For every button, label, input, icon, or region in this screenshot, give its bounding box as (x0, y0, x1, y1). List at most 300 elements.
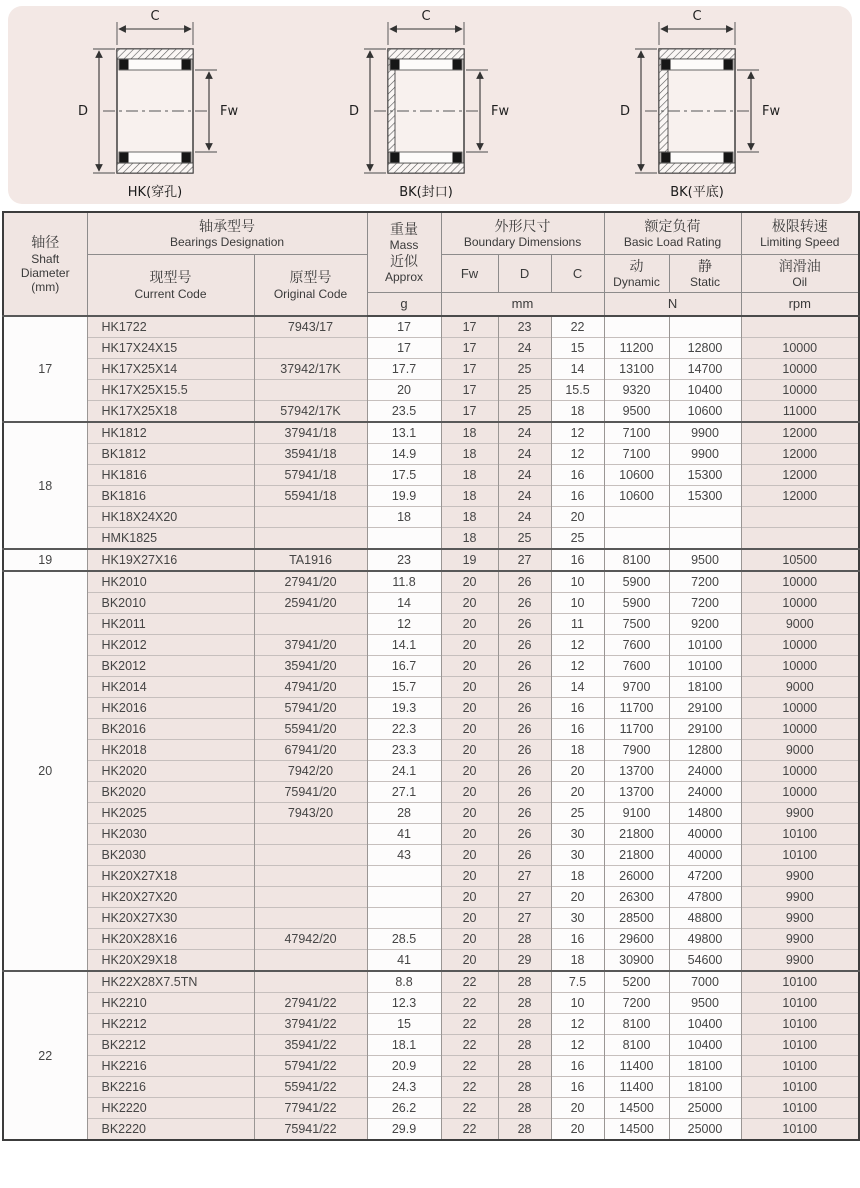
cell-c: 18 (551, 950, 604, 972)
cell-static-load: 12800 (669, 338, 741, 359)
cell-static-load: 29100 (669, 698, 741, 719)
cell-static-load: 10100 (669, 635, 741, 656)
cell-current-code: HK17X24X15 (87, 338, 254, 359)
header-current-code (87, 254, 254, 316)
cell-original-code (254, 950, 367, 972)
cell-mass: 26.2 (367, 1098, 441, 1119)
cell-d: 26 (498, 740, 551, 761)
cell-fw: 18 (441, 465, 498, 486)
dim-label-c: C (692, 9, 702, 24)
cell-dynamic-load: 7600 (604, 635, 669, 656)
cell-limiting-speed: 10000 (741, 719, 859, 740)
cell-dynamic-load: 8100 (604, 1035, 669, 1056)
bearing-diagram-bk-flat (581, 9, 821, 201)
cell-mass (367, 908, 441, 929)
cell-c: 10 (551, 993, 604, 1014)
table-row (3, 971, 859, 993)
header-designation (87, 212, 367, 254)
cell-static-load: 40000 (669, 845, 741, 866)
cell-limiting-speed: 10100 (741, 971, 859, 993)
cell-c: 30 (551, 824, 604, 845)
cell-mass: 24.1 (367, 761, 441, 782)
cell-fw: 20 (441, 614, 498, 635)
cell-dynamic-load: 7600 (604, 656, 669, 677)
cell-dynamic-load (604, 528, 669, 550)
header-shaft-en3: (mm) (31, 280, 60, 295)
cell-original-code (254, 824, 367, 845)
cell-limiting-speed (741, 316, 859, 338)
cell-original-code: 55941/22 (254, 1077, 367, 1098)
cell-c: 20 (551, 1098, 604, 1119)
cell-limiting-speed: 12000 (741, 422, 859, 444)
cell-static-load: 18100 (669, 1056, 741, 1077)
table-row (3, 549, 859, 571)
cell-d: 24 (498, 338, 551, 359)
cell-limiting-speed: 12000 (741, 465, 859, 486)
cell-limiting-speed: 10000 (741, 593, 859, 614)
cell-original-code: 25941/20 (254, 593, 367, 614)
cell-mass: 19.9 (367, 486, 441, 507)
cell-dynamic-load: 7500 (604, 614, 669, 635)
unit-rpm-label: rpm (788, 296, 811, 312)
cell-fw: 20 (441, 929, 498, 950)
cell-mass: 23.5 (367, 401, 441, 423)
cell-limiting-speed: 10100 (741, 824, 859, 845)
cell-fw: 20 (441, 950, 498, 972)
header-d-label: D (519, 265, 530, 281)
cell-current-code: HK2020 (87, 761, 254, 782)
cell-original-code: 75941/20 (254, 782, 367, 803)
cell-c: 11 (551, 614, 604, 635)
table-row (3, 338, 859, 359)
cell-d: 26 (498, 593, 551, 614)
header-mass (367, 212, 441, 292)
cell-c: 20 (551, 507, 604, 528)
cell-c: 16 (551, 465, 604, 486)
table-row (3, 908, 859, 929)
cell-fw: 17 (441, 338, 498, 359)
cell-limiting-speed: 10000 (741, 656, 859, 677)
cell-c: 30 (551, 908, 604, 929)
cell-original-code: 57942/17K (254, 401, 367, 423)
cell-limiting-speed: 9900 (741, 950, 859, 972)
table-row (3, 761, 859, 782)
cell-fw: 20 (441, 782, 498, 803)
cell-c: 16 (551, 486, 604, 507)
cell-d: 26 (498, 677, 551, 698)
cell-original-code: 37941/22 (254, 1014, 367, 1035)
cell-mass: 17 (367, 338, 441, 359)
cell-fw: 22 (441, 1098, 498, 1119)
cell-c: 20 (551, 887, 604, 908)
cell-current-code: HK2010 (87, 571, 254, 593)
cell-dynamic-load: 11700 (604, 719, 669, 740)
cell-fw: 17 (441, 401, 498, 423)
dim-label-d: D (77, 104, 89, 119)
cell-mass: 24.3 (367, 1077, 441, 1098)
cell-dynamic-load: 21800 (604, 824, 669, 845)
closed-end-wall (388, 59, 395, 152)
diagram-caption: BK(封口) (399, 185, 453, 200)
cell-limiting-speed: 10000 (741, 782, 859, 803)
cell-d: 28 (498, 1119, 551, 1141)
table-row (3, 993, 859, 1014)
unit-n-label: N (667, 296, 678, 312)
cell-fw: 20 (441, 571, 498, 593)
table-row (3, 824, 859, 845)
cell-fw: 20 (441, 719, 498, 740)
cell-c: 16 (551, 929, 604, 950)
cell-original-code: 37941/20 (254, 635, 367, 656)
cell-c: 12 (551, 1014, 604, 1035)
header-d (498, 254, 551, 292)
cell-original-code: 57941/20 (254, 698, 367, 719)
cell-d: 27 (498, 887, 551, 908)
table-row (3, 1077, 859, 1098)
cell-dynamic-load: 7100 (604, 444, 669, 465)
cell-c: 7.5 (551, 971, 604, 993)
cell-current-code: HK2212 (87, 1014, 254, 1035)
cell-mass: 18 (367, 507, 441, 528)
cell-fw: 22 (441, 971, 498, 993)
table-row (3, 614, 859, 635)
cell-static-load: 47200 (669, 866, 741, 887)
cell-dynamic-load: 9100 (604, 803, 669, 824)
cell-c: 10 (551, 593, 604, 614)
cell-c: 18 (551, 866, 604, 887)
header-current-zh: 现型号 (149, 269, 192, 286)
header-mass-en1: Mass (389, 237, 419, 252)
cell-mass: 20 (367, 380, 441, 401)
cell-fw: 22 (441, 1077, 498, 1098)
header-boundary-dimensions (441, 212, 604, 254)
cell-static-load: 15300 (669, 486, 741, 507)
header-c (551, 254, 604, 292)
cell-c: 16 (551, 698, 604, 719)
cell-dynamic-load: 8100 (604, 549, 669, 571)
cell-limiting-speed: 10100 (741, 1077, 859, 1098)
table-row (3, 528, 859, 550)
cell-d: 26 (498, 803, 551, 824)
cell-fw: 18 (441, 486, 498, 507)
cell-limiting-speed: 10000 (741, 571, 859, 593)
diagram-caption: BK(平底) (670, 185, 724, 200)
dim-label-fw: Fw (491, 104, 510, 119)
cell-fw: 20 (441, 656, 498, 677)
cell-current-code: BK1812 (87, 444, 254, 465)
dim-label-fw: Fw (762, 104, 781, 119)
cell-limiting-speed: 10100 (741, 1119, 859, 1141)
cell-mass (367, 887, 441, 908)
cell-dynamic-load: 7900 (604, 740, 669, 761)
cell-current-code: HK22X28X7.5TN (87, 971, 254, 993)
cell-original-code: TA1916 (254, 549, 367, 571)
cell-d: 28 (498, 1056, 551, 1077)
cell-mass: 23 (367, 549, 441, 571)
cell-original-code (254, 845, 367, 866)
cell-original-code: 35941/20 (254, 656, 367, 677)
cell-dynamic-load: 13700 (604, 782, 669, 803)
table-row (3, 316, 859, 338)
cell-dynamic-load: 10600 (604, 486, 669, 507)
cell-d: 27 (498, 908, 551, 929)
cell-mass: 17.5 (367, 465, 441, 486)
header-unit-g (367, 292, 441, 316)
cell-mass: 29.9 (367, 1119, 441, 1141)
cell-d: 25 (498, 380, 551, 401)
cell-current-code: HK2018 (87, 740, 254, 761)
cell-c: 25 (551, 803, 604, 824)
flat-bottom-wall (659, 59, 668, 152)
cell-mass: 28.5 (367, 929, 441, 950)
cell-current-code: BK1816 (87, 486, 254, 507)
cell-current-code: HK2216 (87, 1056, 254, 1077)
header-shaft-en2: Diameter (20, 265, 70, 280)
cell-limiting-speed: 12000 (741, 486, 859, 507)
cell-limiting-speed: 11000 (741, 401, 859, 423)
cell-fw: 20 (441, 698, 498, 719)
cell-dynamic-load: 30900 (604, 950, 669, 972)
cell-fw: 20 (441, 635, 498, 656)
cell-original-code: 55941/18 (254, 486, 367, 507)
cell-c: 12 (551, 635, 604, 656)
cell-d: 28 (498, 971, 551, 993)
cell-original-code: 77941/22 (254, 1098, 367, 1119)
cell-original-code: 35941/22 (254, 1035, 367, 1056)
cell-dynamic-load: 13700 (604, 761, 669, 782)
table-row (3, 950, 859, 972)
cell-static-load: 10400 (669, 1035, 741, 1056)
cell-limiting-speed: 9900 (741, 929, 859, 950)
cell-mass: 28 (367, 803, 441, 824)
cell-limiting-speed: 12000 (741, 444, 859, 465)
cell-dynamic-load: 21800 (604, 845, 669, 866)
header-fw-label: Fw (460, 265, 479, 281)
header-unit-mm (441, 292, 604, 316)
cell-current-code: BK2216 (87, 1077, 254, 1098)
header-speed-en: Limiting Speed (760, 235, 840, 250)
cell-static-load: 40000 (669, 824, 741, 845)
cell-c: 25 (551, 528, 604, 550)
diagram-panel (8, 6, 852, 204)
table-row (3, 656, 859, 677)
cell-shaft-diameter: 20 (3, 571, 87, 971)
header-mass-zh2: 近似 (390, 253, 419, 270)
cell-current-code: HK17X25X14 (87, 359, 254, 380)
cell-current-code: BK2010 (87, 593, 254, 614)
cell-mass: 14.9 (367, 444, 441, 465)
table-row (3, 803, 859, 824)
cell-original-code (254, 507, 367, 528)
cell-shaft-diameter: 19 (3, 549, 87, 571)
cell-current-code: HK20X29X18 (87, 950, 254, 972)
dim-label-c: C (421, 9, 431, 24)
header-speed-zh: 极限转速 (771, 217, 828, 234)
cell-dynamic-load: 11400 (604, 1077, 669, 1098)
cell-fw: 22 (441, 993, 498, 1014)
cell-dynamic-load: 28500 (604, 908, 669, 929)
cell-current-code: HK2210 (87, 993, 254, 1014)
dim-label-d: D (619, 104, 631, 119)
cell-dynamic-load: 9700 (604, 677, 669, 698)
cell-mass: 17 (367, 316, 441, 338)
cell-current-code: HMK1825 (87, 528, 254, 550)
cell-c: 14 (551, 359, 604, 380)
cell-c: 12 (551, 444, 604, 465)
header-basic-load-rating (604, 212, 741, 254)
cell-mass: 43 (367, 845, 441, 866)
diagram-caption: HK(穿孔) (127, 185, 183, 200)
cell-current-code: HK1816 (87, 465, 254, 486)
cell-static-load: 54600 (669, 950, 741, 972)
cell-d: 25 (498, 401, 551, 423)
cell-d: 29 (498, 950, 551, 972)
cell-static-load: 7200 (669, 593, 741, 614)
cell-current-code: BK2030 (87, 845, 254, 866)
cell-d: 26 (498, 845, 551, 866)
header-mass-en2: Approx (385, 270, 424, 285)
cell-original-code (254, 971, 367, 993)
cell-mass: 20.9 (367, 1056, 441, 1077)
cell-mass: 16.7 (367, 656, 441, 677)
cell-current-code: HK2220 (87, 1098, 254, 1119)
header-current-en: Current Code (134, 286, 207, 301)
cell-d: 26 (498, 782, 551, 803)
cell-static-load: 47800 (669, 887, 741, 908)
cell-static-load: 48800 (669, 908, 741, 929)
cell-limiting-speed: 9000 (741, 614, 859, 635)
header-original-en: Original Code (273, 286, 348, 301)
cell-limiting-speed: 10000 (741, 698, 859, 719)
dim-label-d: D (348, 104, 360, 119)
table-row (3, 929, 859, 950)
cell-c: 16 (551, 1077, 604, 1098)
cell-shaft-diameter: 17 (3, 316, 87, 422)
header-oil-zh: 润滑油 (778, 257, 821, 274)
cell-limiting-speed: 10000 (741, 338, 859, 359)
cell-original-code: 55941/20 (254, 719, 367, 740)
cell-fw: 20 (441, 761, 498, 782)
cell-original-code: 27941/22 (254, 993, 367, 1014)
header-mass-zh: 重量 (390, 220, 419, 237)
cell-current-code: HK2012 (87, 635, 254, 656)
cell-fw: 20 (441, 845, 498, 866)
cell-limiting-speed: 10500 (741, 549, 859, 571)
table-row (3, 740, 859, 761)
cell-d: 26 (498, 719, 551, 740)
cell-current-code: HK20X28X16 (87, 929, 254, 950)
cell-dynamic-load (604, 316, 669, 338)
cell-c: 15.5 (551, 380, 604, 401)
cell-static-load: 10100 (669, 656, 741, 677)
cell-dynamic-load: 10600 (604, 465, 669, 486)
cell-current-code: HK2030 (87, 824, 254, 845)
cell-dynamic-load: 13100 (604, 359, 669, 380)
table-row (3, 887, 859, 908)
cell-dynamic-load: 5900 (604, 571, 669, 593)
cell-current-code: HK17X25X15.5 (87, 380, 254, 401)
cell-static-load: 10400 (669, 1014, 741, 1035)
table-row (3, 782, 859, 803)
cell-limiting-speed (741, 507, 859, 528)
cell-mass: 15 (367, 1014, 441, 1035)
table-row (3, 359, 859, 380)
cell-original-code: 37942/17K (254, 359, 367, 380)
cell-limiting-speed: 10100 (741, 1035, 859, 1056)
table-header (3, 212, 859, 316)
cell-fw: 20 (441, 803, 498, 824)
cell-mass: 41 (367, 950, 441, 972)
cell-mass: 13.1 (367, 422, 441, 444)
cell-limiting-speed: 9900 (741, 803, 859, 824)
header-unit-n (604, 292, 741, 316)
cell-static-load: 9900 (669, 422, 741, 444)
cell-static-load: 12800 (669, 740, 741, 761)
cell-d: 27 (498, 866, 551, 887)
unit-mm-label: mm (511, 296, 534, 312)
header-shaft-en1: Shaft (31, 251, 60, 266)
table-row (3, 465, 859, 486)
cell-fw: 20 (441, 593, 498, 614)
header-static (669, 254, 741, 292)
cell-static-load: 14800 (669, 803, 741, 824)
table-row (3, 593, 859, 614)
cell-static-load (669, 528, 741, 550)
cell-fw: 22 (441, 1035, 498, 1056)
cell-c: 12 (551, 656, 604, 677)
cell-mass: 18.1 (367, 1035, 441, 1056)
cell-fw: 18 (441, 528, 498, 550)
cell-current-code: HK20X27X20 (87, 887, 254, 908)
header-limiting-speed (741, 212, 859, 254)
table-row (3, 486, 859, 507)
table-row (3, 1035, 859, 1056)
table-row (3, 635, 859, 656)
cell-static-load: 18100 (669, 1077, 741, 1098)
header-c-label: C (572, 265, 583, 281)
cell-shaft-diameter: 22 (3, 971, 87, 1140)
cell-dynamic-load: 5900 (604, 593, 669, 614)
cell-dynamic-load: 26300 (604, 887, 669, 908)
cell-current-code: HK19X27X16 (87, 549, 254, 571)
cell-original-code (254, 866, 367, 887)
cell-original-code (254, 380, 367, 401)
cell-fw: 18 (441, 422, 498, 444)
cell-d: 28 (498, 1035, 551, 1056)
cell-shaft-diameter: 18 (3, 422, 87, 549)
cell-current-code: HK2011 (87, 614, 254, 635)
table-row (3, 1056, 859, 1077)
table-row (3, 1098, 859, 1119)
cell-original-code: 7943/17 (254, 316, 367, 338)
table-body (3, 316, 859, 1140)
cell-fw: 17 (441, 359, 498, 380)
cell-mass: 27.1 (367, 782, 441, 803)
cell-c: 22 (551, 316, 604, 338)
cell-d: 23 (498, 316, 551, 338)
cell-d: 28 (498, 993, 551, 1014)
cell-original-code (254, 338, 367, 359)
cell-limiting-speed: 9900 (741, 887, 859, 908)
header-static-en: Static (690, 274, 721, 289)
cell-c: 12 (551, 422, 604, 444)
cell-current-code: HK20X27X30 (87, 908, 254, 929)
cell-fw: 20 (441, 677, 498, 698)
cell-fw: 22 (441, 1056, 498, 1077)
cell-c: 16 (551, 549, 604, 571)
bearing-diagram-bk-sealed (310, 9, 550, 201)
bearings-table (2, 211, 860, 1141)
